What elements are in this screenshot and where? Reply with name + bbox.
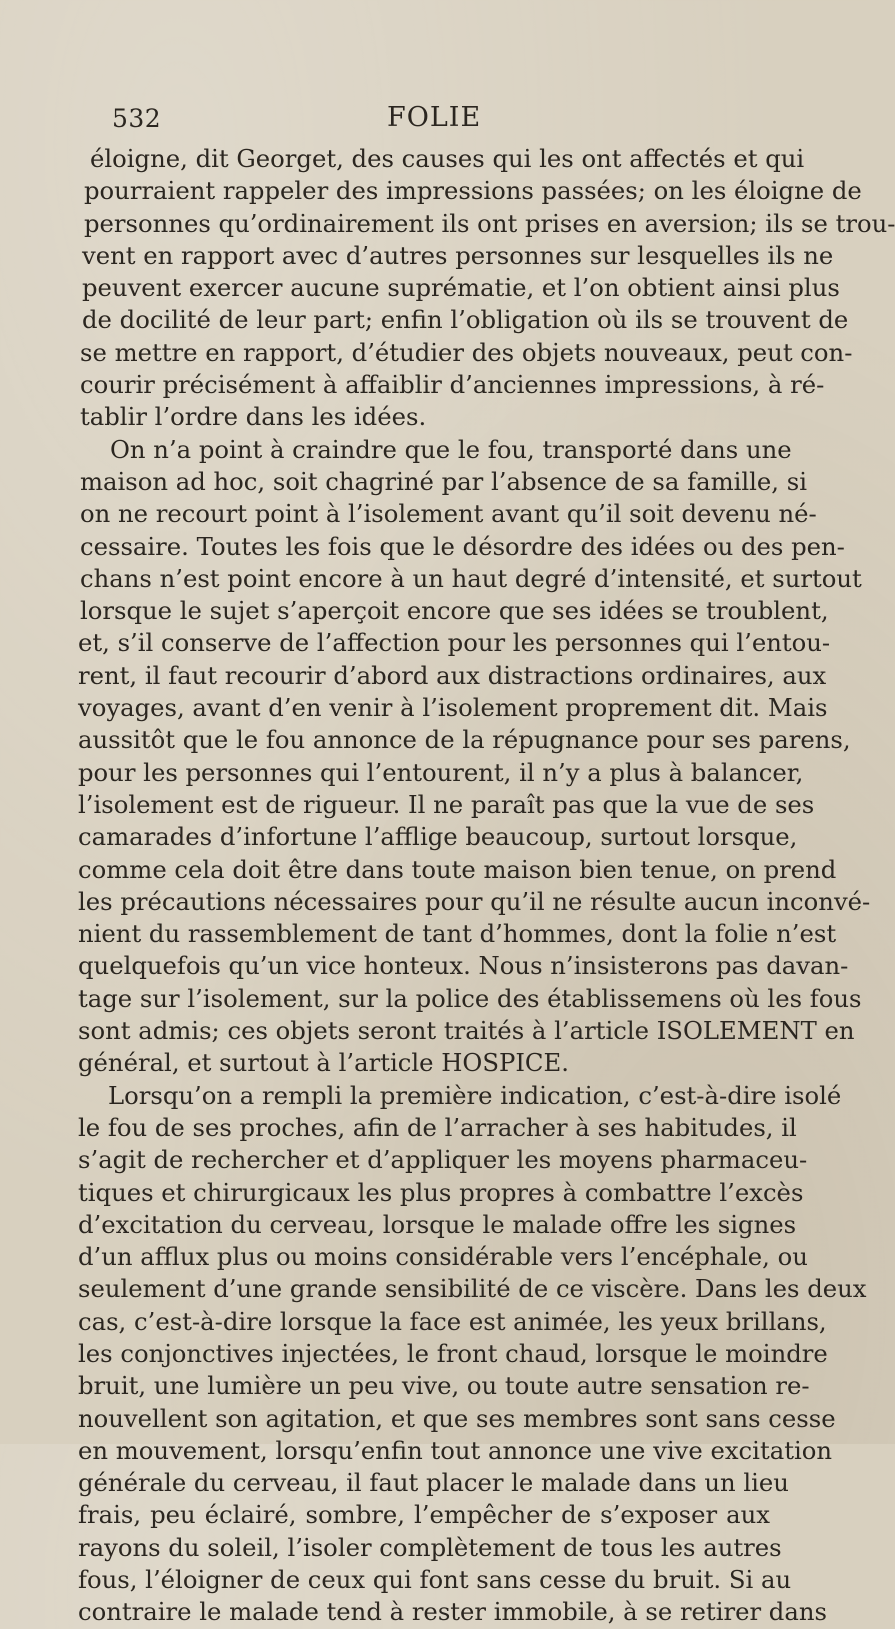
- text-line: tiques et chirurgicaux les plus propres à combattre l’excès: [78, 1177, 804, 1207]
- text-line: aussitôt que le fou annonce de la répugnance pour ses parens,: [78, 725, 851, 755]
- text-line: et, s’il conserve de l’affection pour les personnes qui l’entou-: [78, 628, 831, 658]
- text-line: on ne recourt point à l’isolement avant qu’il soit devenu né-: [80, 499, 817, 529]
- paragraph-first-line: On n’a point à craindre que le fou, transporté dans une: [110, 434, 792, 464]
- running-head-title: FOLIE: [387, 102, 482, 133]
- text-line: camarades d’infortune l’afflige beaucoup, surtout lorsque,: [78, 822, 798, 852]
- paragraph-first-line: Lorsqu’on a rempli la première indication, c’est-à-dire isolé: [108, 1080, 842, 1110]
- text-line: lorsque le sujet s’aperçoit encore que ses idées se troublent,: [80, 596, 829, 626]
- text-line: générale du cerveau, il faut placer le malade dans un lieu: [78, 1468, 789, 1498]
- text-line: pour les personnes qui l’entourent, il n’y a plus à balancer,: [78, 757, 804, 787]
- text-line: nient du rassemblement de tant d’hommes, dont la folie n’est: [78, 919, 837, 949]
- text-line: se mettre en rapport, d’étudier des objets nouveaux, peut con-: [80, 337, 853, 367]
- text-line: cessaire. Toutes les fois que le désordre des idées ou des pen-: [80, 531, 845, 561]
- text-line: courir précisément à affaiblir d’anciennes impressions, à ré-: [80, 370, 825, 400]
- text-line: pourraient rappeler des impressions passées; on les éloigne de: [84, 176, 862, 206]
- text-line: seulement d’une grande sensibilité de ce viscère. Dans les deux: [78, 1274, 867, 1304]
- text-line: comme cela doit être dans toute maison bien tenue, on prend: [78, 854, 837, 884]
- text-line: d’un afflux plus ou moins considérable vers l’encéphale, ou: [78, 1242, 808, 1272]
- text-line: nouvellent son agitation, et que ses membres sont sans cesse: [78, 1403, 836, 1433]
- text-line: tage sur l’isolement, sur la police des établissemens où les fous: [78, 983, 862, 1013]
- text-line: le fou de ses proches, afin de l’arracher à ses habitudes, il: [78, 1112, 797, 1142]
- text-line: peuvent exercer aucune suprématie, et l’on obtient ainsi plus: [82, 273, 840, 303]
- text-line: les conjonctives injectées, le front chaud, lorsque le moindre: [78, 1338, 828, 1368]
- text-line: frais, peu éclairé, sombre, l’empêcher de s’exposer aux: [78, 1500, 770, 1530]
- running-head: [112, 104, 772, 140]
- body-text: [78, 143, 895, 1629]
- text-line: quelquefois qu’un vice honteux. Nous n’insisterons pas davan-: [78, 951, 849, 981]
- text-line: général, et surtout à l’article HOSPICE.: [78, 1048, 569, 1078]
- text-line: maison ad hoc, soit chagriné par l’absence de sa famille, si: [80, 466, 807, 496]
- text-line: les précautions nécessaires pour qu’il ne résulte aucun inconvé-: [78, 886, 871, 916]
- page-number: 532: [112, 104, 162, 133]
- text-line: s’agit de rechercher et d’appliquer les moyens pharmaceu-: [78, 1145, 808, 1175]
- text-line: rent, il faut recourir d’abord aux distractions ordinaires, aux: [78, 660, 827, 690]
- text-line: rayons du soleil, l’isoler complètement de tous les autres: [78, 1532, 782, 1562]
- text-line: de docilité de leur part; enfin l’obligation où ils se trouvent de: [82, 305, 849, 335]
- text-line: en mouvement, lorsqu’enfin tout annonce une vive excitation: [78, 1435, 832, 1465]
- text-line: chans n’est point encore à un haut degré d’intensité, et surtout: [80, 563, 862, 593]
- text-line: contraire le malade tend à rester immobile, à se retirer dans: [78, 1597, 827, 1627]
- text-line: bruit, une lumière un peu vive, ou toute autre sensation re-: [78, 1371, 810, 1401]
- text-line: voyages, avant d’en venir à l’isolement proprement dit. Mais: [78, 693, 828, 723]
- text-line: tablir l’ordre dans les idées.: [80, 402, 427, 432]
- text-line: l’isolement est de rigueur. Il ne paraît pas que la vue de ses: [78, 789, 815, 819]
- text-line: éloigne, dit Georget, des causes qui les ont affectés et qui: [90, 144, 805, 173]
- text-line: cas, c’est-à-dire lorsque la face est animée, les yeux brillans,: [78, 1306, 827, 1336]
- text-line: d’excitation du cerveau, lorsque le malade offre les signes: [78, 1209, 797, 1239]
- text-line: fous, l’éloigner de ceux qui font sans cesse du bruit. Si au: [78, 1565, 792, 1595]
- text-line: vent en rapport avec d’autres personnes sur lesquelles ils ne: [82, 240, 834, 270]
- text-line: personnes qu’ordinairement ils ont prises en aversion; ils se trou-: [84, 208, 895, 238]
- text-line: sont admis; ces objets seront traités à l’article ISOLEMENT en: [78, 1016, 855, 1046]
